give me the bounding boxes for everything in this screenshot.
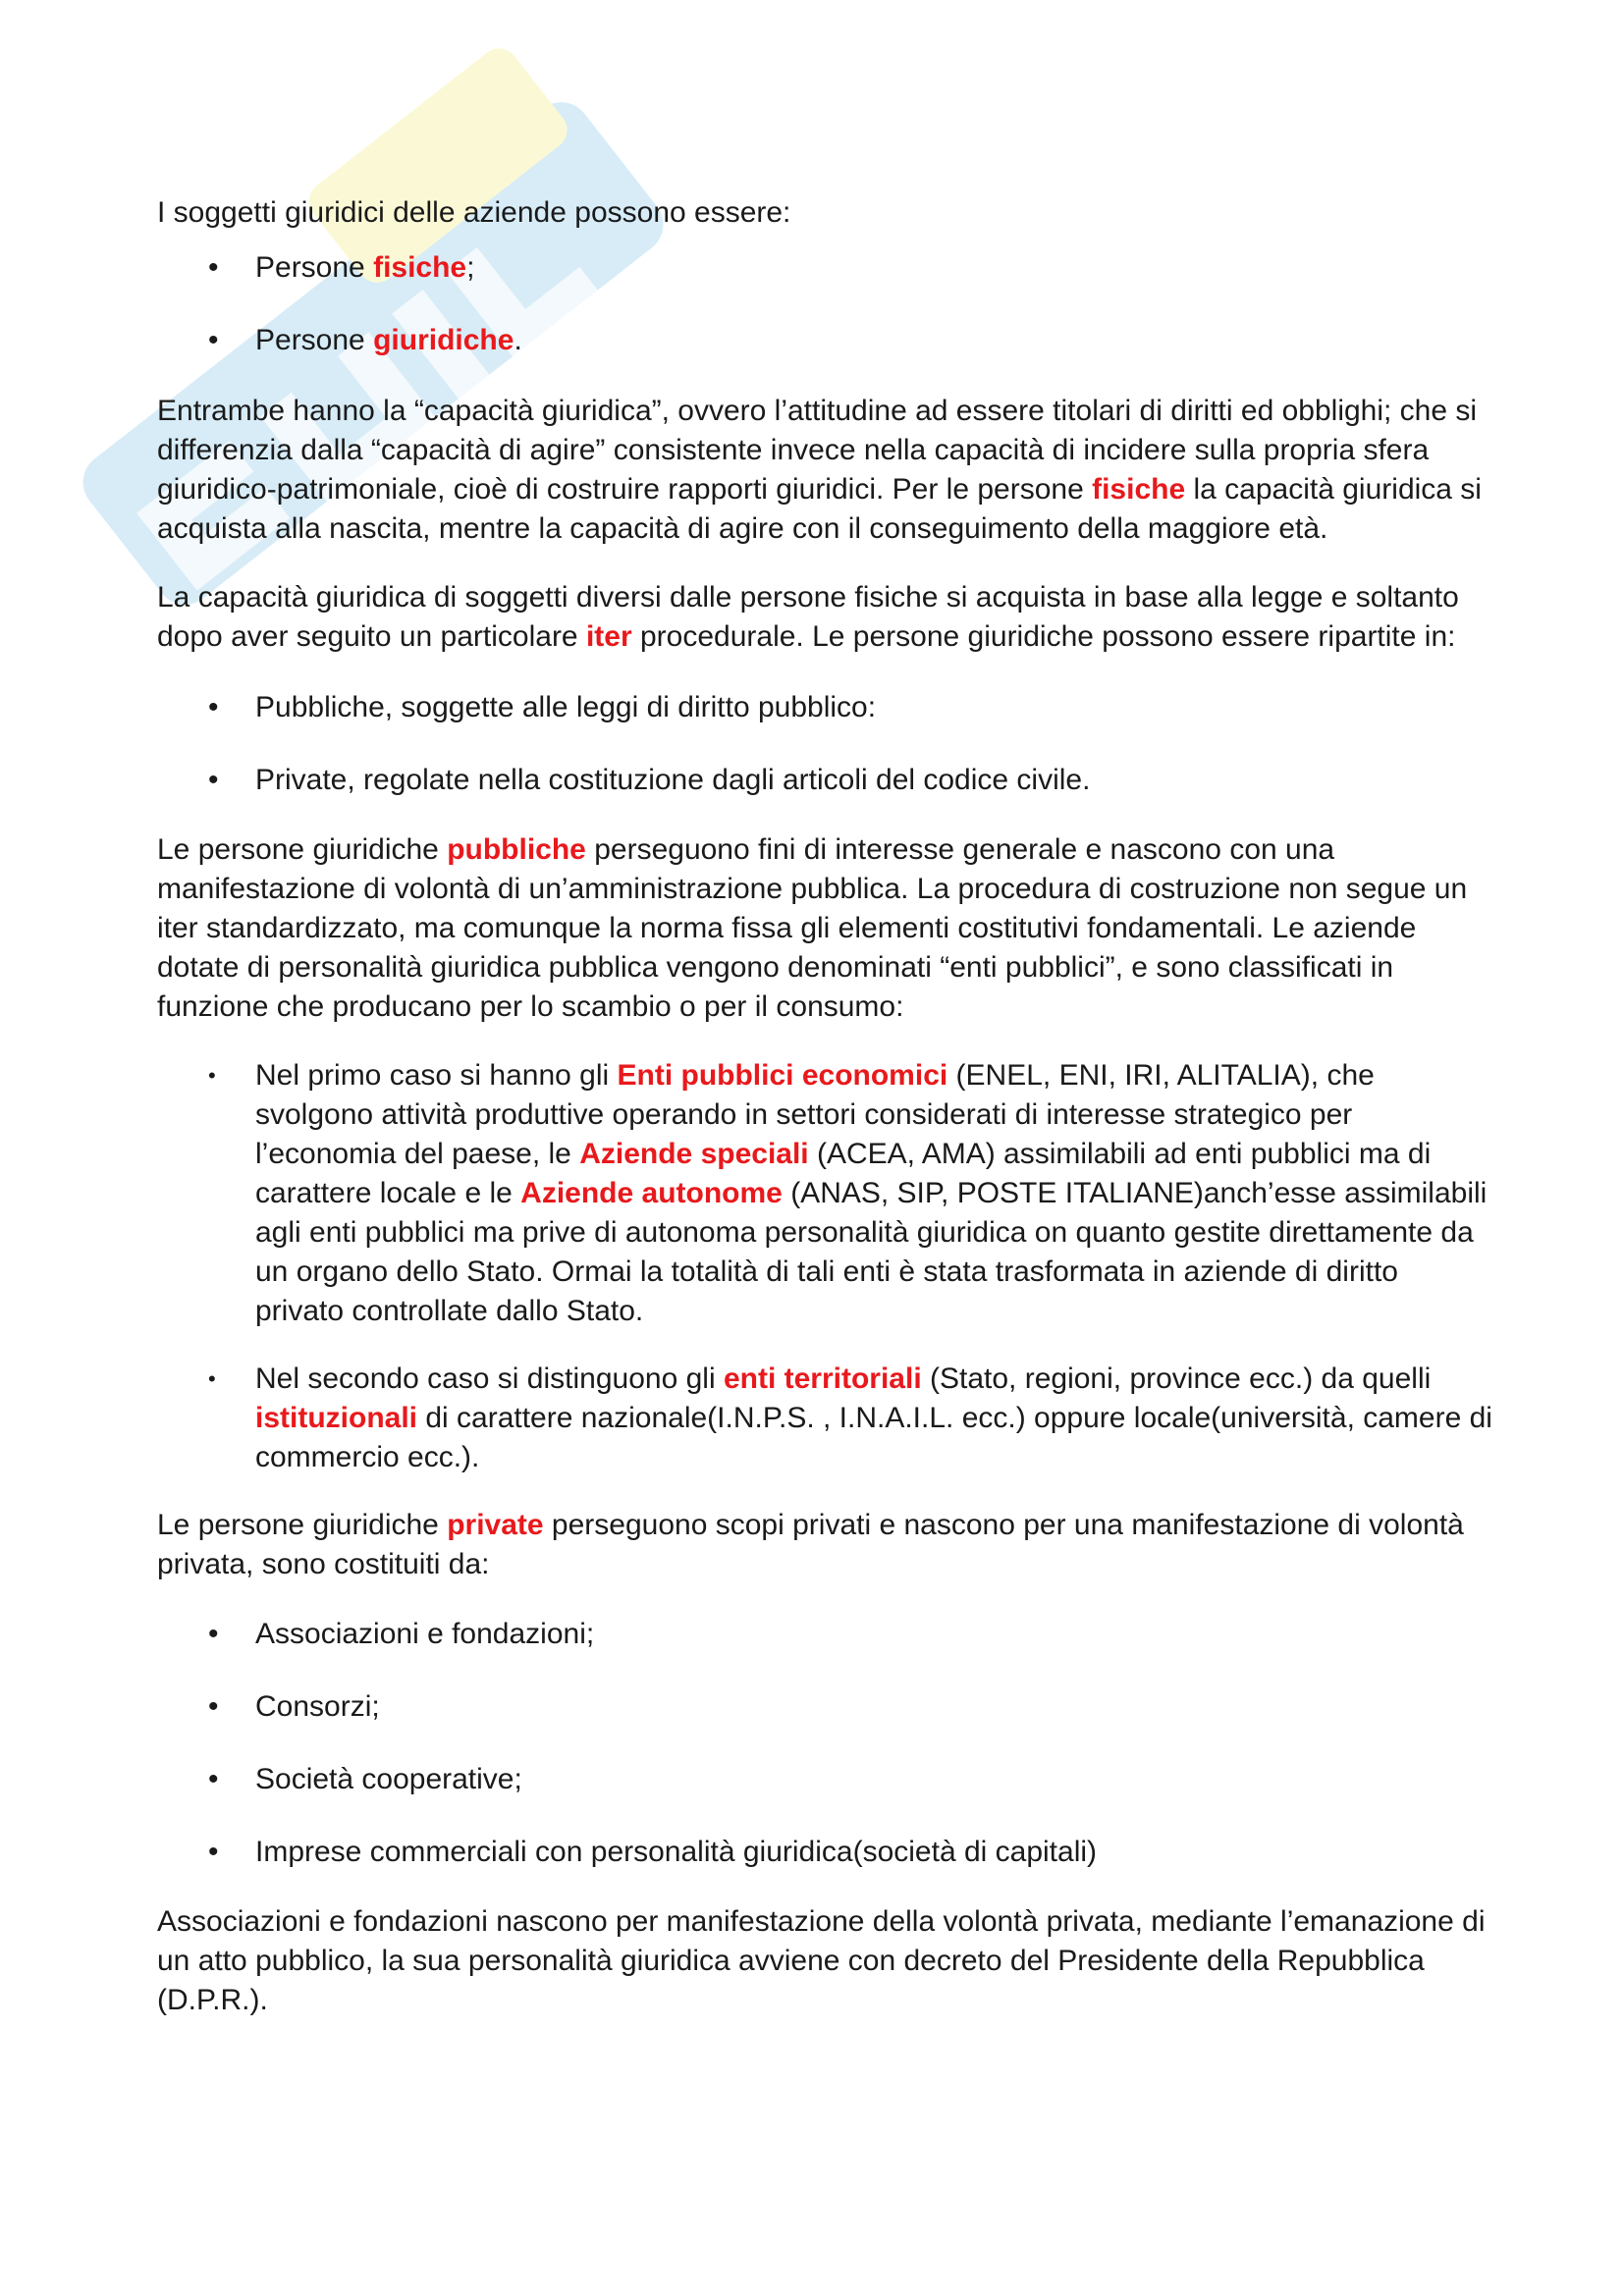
capacity-paragraph: Entrambe hanno la “capacità giuridica”, ovvero l’attitudine ad essere titolari di diritti ed obblighi; che si differenzia dalla “capacità di agire” consistente invece nella capacità di incidere sulla propria sfera giuridico-patrimoniale, cioè di costruire rapporti giuridici. Per le persone fisiche la capacità giuridica si acquista alla nascita, mentre la capacità di agire con il conseguimento della maggiore età. (157, 395, 1482, 545)
document-page (157, 177, 1492, 2020)
bullet-icon: • (208, 691, 219, 723)
list-item: • Società cooperative; (157, 1760, 1492, 1799)
private-entities-list (157, 1615, 1492, 1872)
legal-persons-list (157, 688, 1492, 800)
subject-types-list (157, 248, 1492, 360)
list-item: • Persone giuridiche. (157, 321, 1492, 360)
bullet-icon: • (208, 1763, 219, 1795)
bullet-icon: • (208, 764, 219, 796)
bullet-icon: • (208, 1063, 216, 1088)
list-item: • Private, regolate nella costituzione dagli articoli del codice civile. (157, 761, 1492, 800)
list-item: • Nel primo caso si hanno gli Enti pubblici economici (ENEL, ENI, IRI, ALITALIA), che svolgono attività produttive operando in settori considerati di interesse strategico per l’economia del paese, le Aziende speciali (ACEA, AMA) assimilabili ad enti pubblici ma di carattere locale e le Aziende autonome (ANAS, SIP, POSTE ITALIANE)anch’esse assimilabili agli enti pubblici ma prive di autonoma personalità giuridica on quanto gestite direttamente da un organo dello Stato. Ormai la totalità di tali enti è stata trasformata in aziende di diritto privato controllate dallo Stato. (157, 1056, 1492, 1331)
list-item: • Consorzi; (157, 1687, 1492, 1727)
list-item: • Persone fisiche; (157, 248, 1492, 288)
list-item: • Imprese commerciali con personalità giuridica(società di capitali) (157, 1833, 1492, 1872)
list-item: • Associazioni e fondazioni; (157, 1615, 1492, 1654)
public-persons-paragraph: Le persone giuridiche pubbliche perseguono fini di interesse generale e nascono con una manifestazione di volontà di un’amministrazione pubblica. La procedura di costruzione non segue un iter standardizzato, ma comunque la norma fissa gli elementi costitutivi fondamentali. Le aziende dotate di personalità giuridica pubblica vengono denominati “enti pubblici”, e sono classificati in funzione che producano per lo scambio o per il consumo: (157, 833, 1468, 1023)
bullet-icon: • (208, 324, 219, 356)
list-item: • Nel secondo caso si distinguono gli enti territoriali (Stato, regioni, province ecc.) da quelli istituzionali di carattere nazionale(I.N.P.S. , I.N.A.I.L. ecc.) oppure locale(università, camere di commercio ecc.). (157, 1360, 1492, 1477)
list-item: • Pubbliche, soggette alle leggi di diritto pubblico: (157, 688, 1492, 727)
public-entities-list (157, 1056, 1492, 1477)
legal-capacity-paragraph: La capacità giuridica di soggetti diversi dalle persone fisiche si acquista in base alla legge e soltanto dopo aver seguito un particolare iter procedurale. Le persone giuridiche possono essere ripartite in: (157, 581, 1459, 653)
bullet-icon: • (208, 251, 219, 284)
bullet-icon: • (208, 1618, 219, 1650)
bullet-icon: • (208, 1366, 216, 1391)
intro-paragraph: I soggetti giuridici delle aziende possono essere: (157, 196, 791, 229)
private-persons-paragraph: Le persone giuridiche private perseguono scopi privati e nascono per una manifestazione di volontà privata, sono costituiti da: (157, 1509, 1464, 1580)
associations-paragraph: Associazioni e fondazioni nascono per manifestazione della volontà privata, mediante l’emanazione di un atto pubblico, la sua personalità giuridica avviene con decreto del Presidente della Repubblica (D.P.R.). (157, 1905, 1486, 2016)
bullet-icon: • (208, 1836, 219, 1868)
bullet-icon: • (208, 1690, 219, 1723)
